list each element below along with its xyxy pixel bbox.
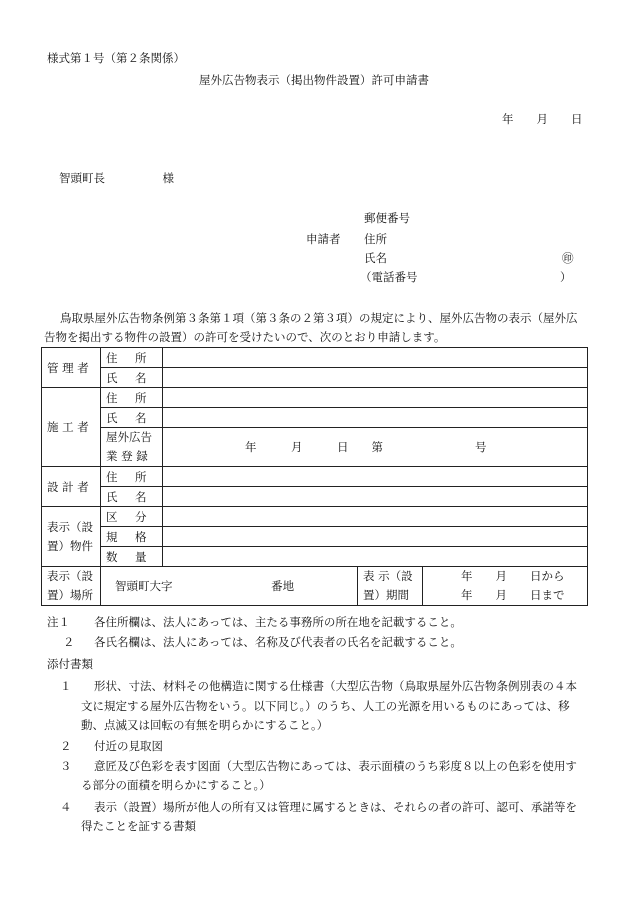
manager-name-field[interactable] — [163, 368, 588, 388]
application-table — [41, 347, 588, 606]
attachment-3-number: ３ — [60, 759, 72, 773]
kikaku-label: 規 格 — [101, 527, 163, 547]
document-title: 屋外広告物表示（掲出物件設置）許可申請書 — [199, 73, 429, 87]
note-2-text: 各氏名欄は、法人にあっては、名称及び代表者の氏名を記載すること。 — [94, 635, 462, 649]
manager-name-row — [42, 368, 588, 388]
town-label: 智頭町大字 — [115, 579, 173, 593]
manager-address-row — [42, 348, 588, 368]
suuryou-field[interactable] — [163, 547, 588, 567]
designer-name-field[interactable] — [163, 487, 588, 507]
registration-value[interactable]: 年 月 日 第 号 — [163, 428, 588, 467]
period-label-line-2: 置）期間 — [363, 588, 409, 602]
banchi-label: 番地 — [271, 579, 295, 593]
place-label-line-1: 表示（設 — [47, 569, 93, 583]
designer-address-row — [42, 467, 588, 487]
attachment-4-line-2: 得たことを証する書類 — [81, 819, 196, 833]
postal-code-label: 郵便番号 — [364, 211, 410, 225]
place-period-row — [42, 567, 588, 606]
intro-line-1: 鳥取県屋外広告物条例第３条第１項（第３条の２第３項）の規定により、屋外広告物の表示（屋外広 — [60, 311, 578, 325]
place-label-line-2: 置）場所 — [47, 588, 93, 602]
form-label: 様式第１号（第２条関係） — [47, 51, 185, 65]
period-from: 年 月 日から — [461, 569, 565, 583]
applicant-label: 申請者 — [306, 232, 341, 246]
kubun-field[interactable] — [163, 507, 588, 527]
designer-name-row — [42, 487, 588, 507]
period-field[interactable] — [423, 567, 588, 606]
suuryou-label: 数 量 — [101, 547, 163, 567]
builder-name-label: 氏 名 — [101, 408, 163, 428]
place-label — [42, 567, 101, 606]
attachment-1-line-2: 文に規定する屋外広告物をいう。以下同じ。）のうち、人工の光源を用いるものにあっては、移 — [81, 699, 570, 713]
designer-address-field[interactable] — [163, 467, 588, 487]
manager-label: 管 理 者 — [42, 348, 101, 388]
place-field[interactable] — [101, 567, 358, 606]
object-label-line-2: 置）物件 — [47, 538, 93, 553]
builder-name-row — [42, 408, 588, 428]
period-label-line-1: 表 示（設 — [363, 569, 413, 583]
attachment-4-line-1: 表示（設置）場所が他人の所有又は管理に属するときは、それらの者の許可、認可、承諾等を — [94, 800, 577, 814]
designer-address-label: 住 所 — [101, 467, 163, 487]
registration-label-line-2: 業 登 録 — [106, 449, 148, 463]
phone-close: ） — [560, 270, 572, 284]
builder-address-label: 住 所 — [101, 388, 163, 408]
attachment-2-number: ２ — [60, 739, 72, 753]
name-label: 氏名 — [364, 251, 387, 265]
attachment-3-line-1: 意匠及び色彩を表す図面（大型広告物にあっては、表示面積のうち彩度８以上の色彩を使用す — [94, 759, 577, 773]
attachment-1-line-1: 形状、寸法、材料その他構造に関する仕様書（大型広告物（鳥取県屋外広告物条例別表の４本 — [94, 679, 577, 693]
registration-label — [101, 428, 163, 467]
note-1-text: 各住所欄は、法人にあっては、主たる事務所の所在地を記載すること。 — [94, 615, 462, 629]
attachment-2-line-1: 付近の見取図 — [94, 739, 163, 753]
kubun-label: 区 分 — [101, 507, 163, 527]
seal-mark: ㊞ — [562, 251, 574, 265]
registration-label-line-1: 屋外広告 — [106, 430, 152, 444]
attachment-1-line-3: 動、点滅又は回転の有無を明らかにすること。） — [81, 718, 329, 732]
object-label — [42, 507, 101, 567]
builder-address-field[interactable] — [163, 388, 588, 408]
manager-address-label: 住 所 — [101, 348, 163, 368]
kikaku-field[interactable] — [163, 527, 588, 547]
attachment-3-line-2: る部分の面積を明らかにすること。） — [81, 778, 271, 792]
attachment-4-number: ４ — [60, 800, 72, 814]
attachments-heading: 添付書類 — [47, 657, 93, 671]
builder-address-row — [42, 388, 588, 408]
manager-address-field[interactable] — [163, 348, 588, 368]
builder-name-field[interactable] — [163, 408, 588, 428]
addressee: 智頭町長 様 — [59, 171, 174, 185]
period-to: 年 月 日まで — [461, 588, 565, 602]
attachment-1-number: １ — [60, 679, 72, 693]
date-line: 年 月 日 — [502, 112, 583, 126]
designer-label: 設 計 者 — [42, 467, 101, 507]
note-1-label: 注１ — [47, 615, 70, 629]
period-label — [358, 567, 423, 606]
note-2-label: ２ — [63, 635, 75, 649]
manager-name-label: 氏 名 — [101, 368, 163, 388]
builder-label: 施 工 者 — [42, 388, 101, 467]
intro-line-2: 告物を掲出する物件の設置）の許可を受けたいので、次のとおり申請します。 — [44, 330, 446, 344]
object-kubun-row — [42, 507, 588, 527]
object-kikaku-row — [42, 527, 588, 547]
object-label-line-1: 表示（設 — [47, 519, 93, 534]
designer-name-label: 氏 名 — [101, 487, 163, 507]
object-suuryou-row — [42, 547, 588, 567]
address-label: 住所 — [364, 232, 387, 246]
phone-label: （電話番号 — [360, 270, 418, 284]
